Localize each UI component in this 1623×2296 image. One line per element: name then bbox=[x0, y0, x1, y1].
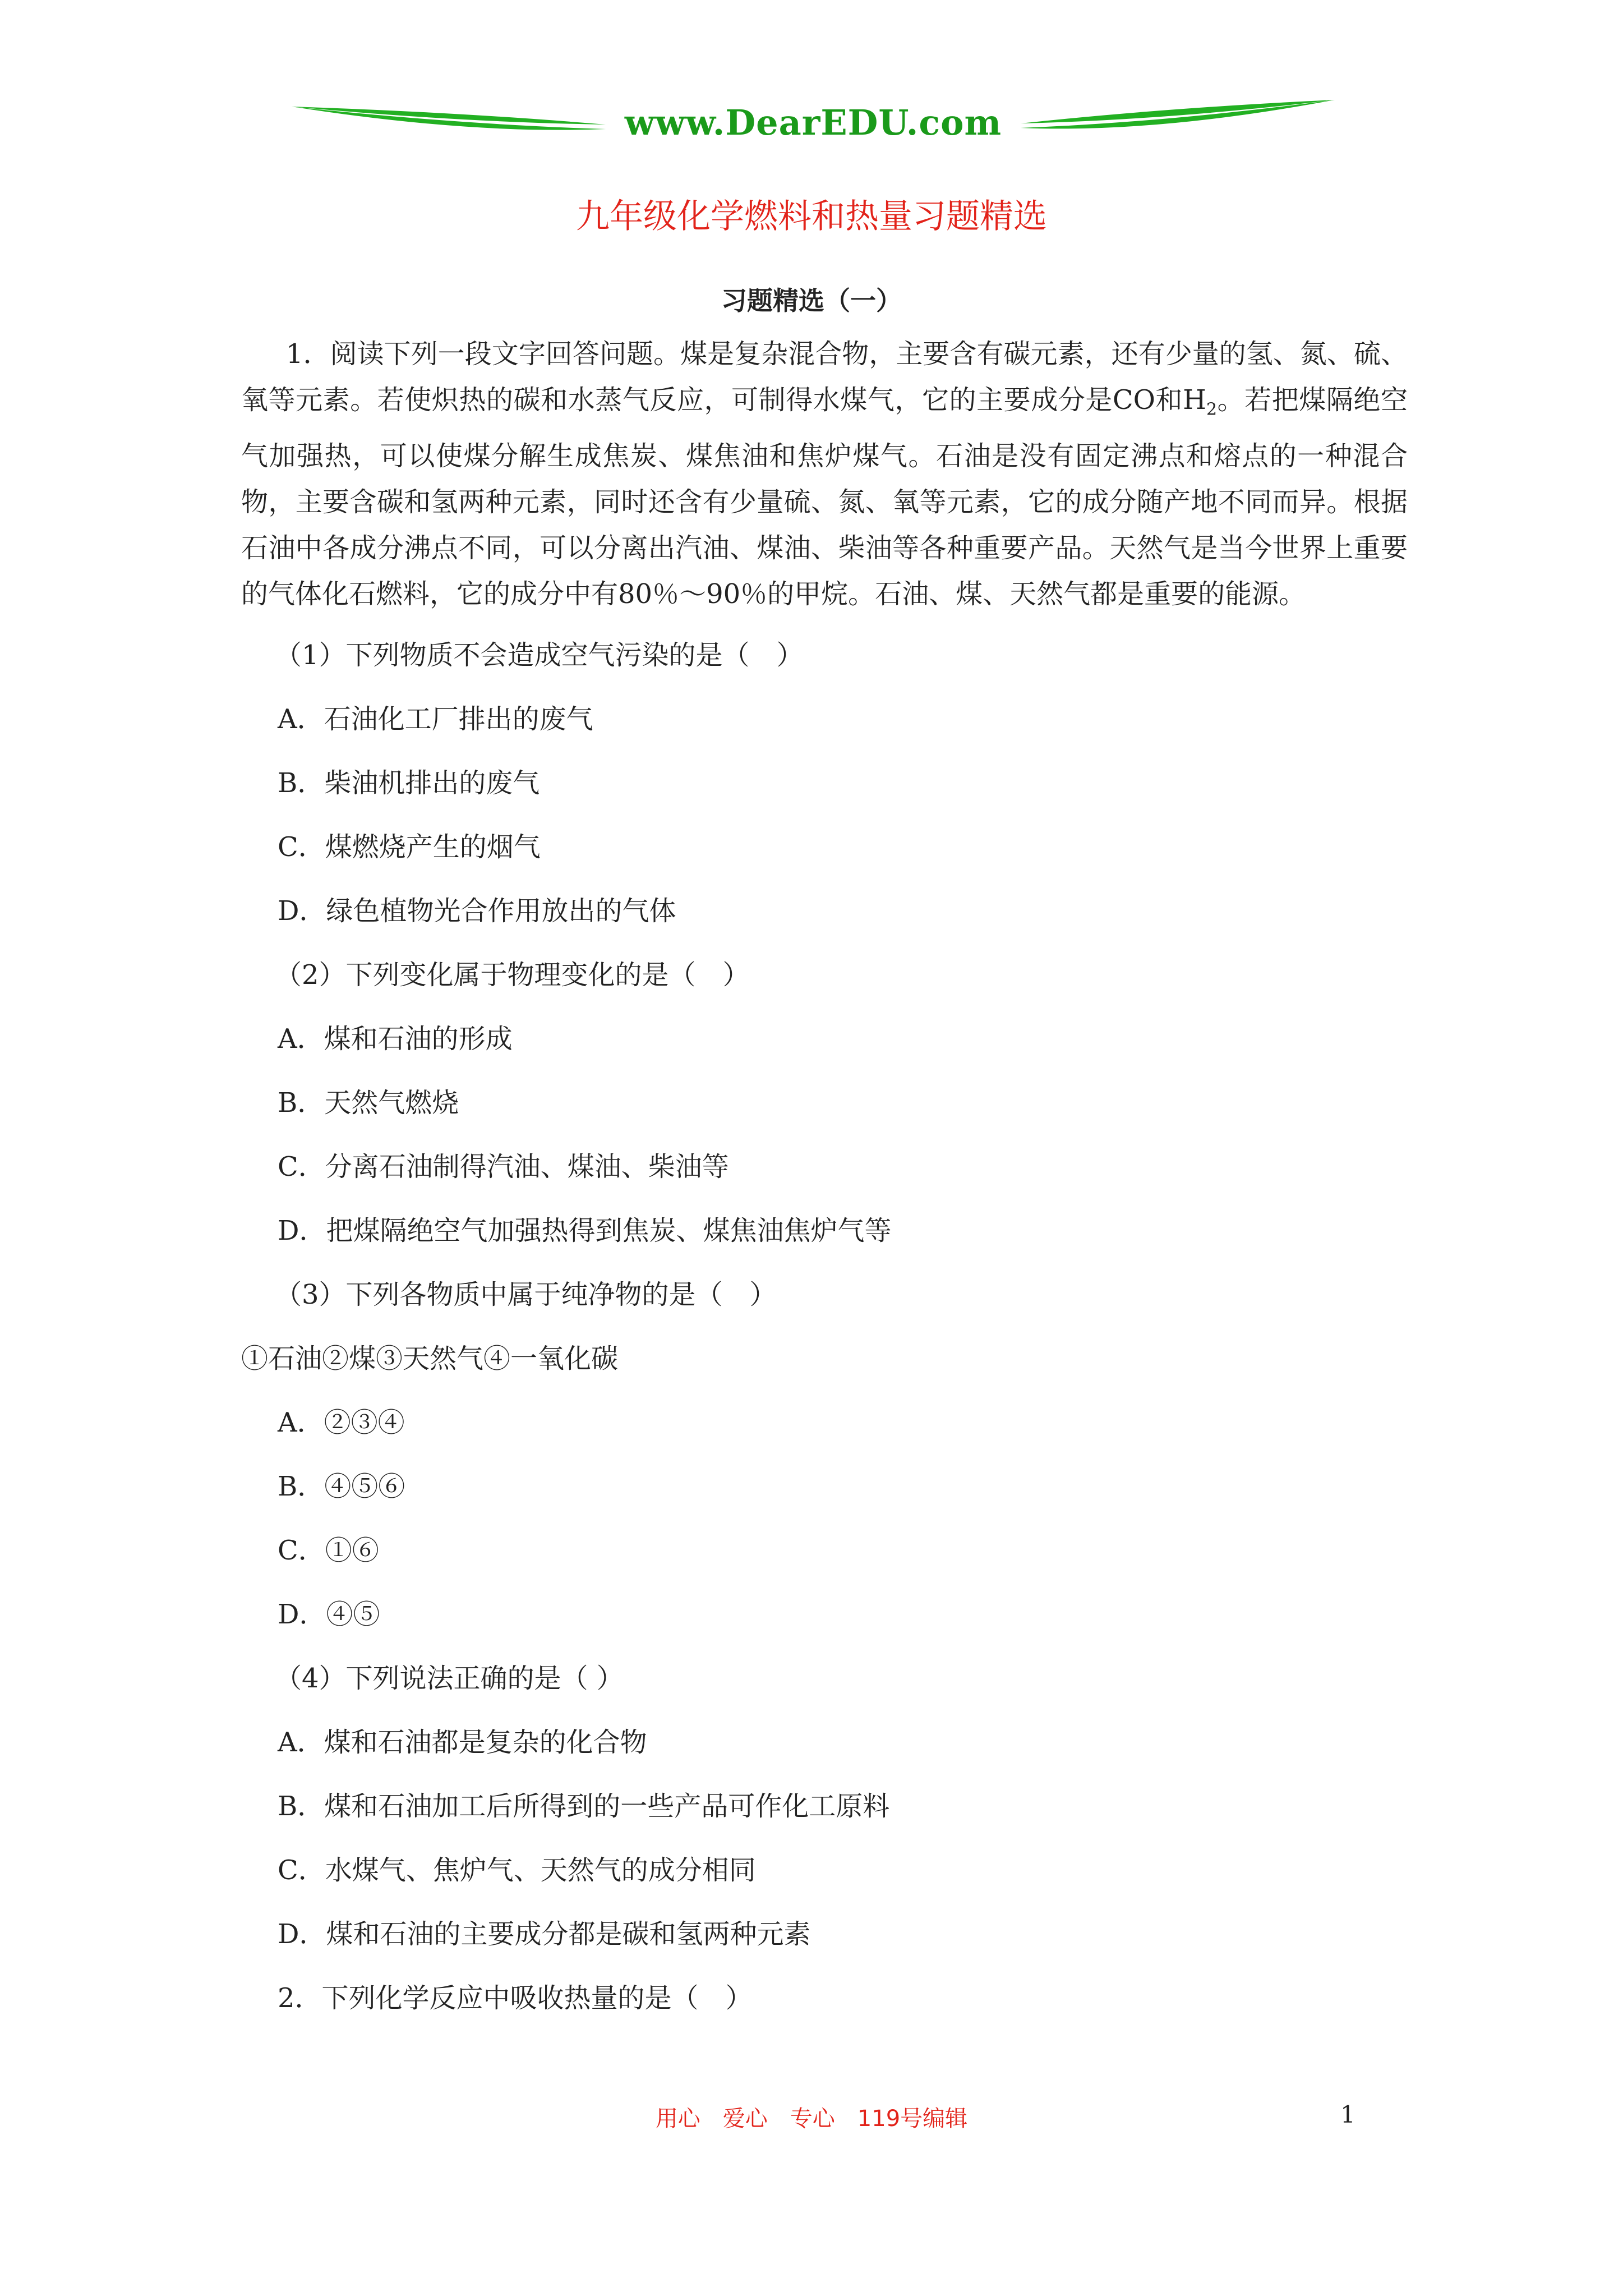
logo-text: www.DearEDU.com bbox=[624, 102, 1002, 143]
option-item: A．石油化工厂排出的废气 bbox=[278, 703, 593, 735]
question-stem: （2）下列变化属于物理变化的是（ ） bbox=[275, 959, 750, 991]
option-item: A．煤和石油都是复杂的化合物 bbox=[278, 1726, 647, 1758]
option-item: B．④⑤⑥ bbox=[278, 1470, 405, 1502]
option-item: B．煤和石油加工后所得到的一些产品可作化工原料 bbox=[278, 1790, 890, 1822]
section-title: 习题精选（一） bbox=[721, 286, 902, 316]
page-number: 1 bbox=[1340, 2101, 1355, 2128]
reading-passage: 1．阅读下列一段文字回答问题。煤是复杂混合物，主要含有碳元素，还有少量的氢、氮、硫、氧等元素。若使炽热的碳和水蒸气反应，可制得水煤气，它的主要成分是CO和$H_2$。若把煤隔绝空气加强热，可以使煤分解生成焦炭、煤焦油和焦炉煤气。石油是没有固定沸点和熔点的一种混合物，主要含碳和氢两种元素，同时还含有少量硫、氮、氧等元素，它的成分随产地不同而异。根据石油中各成分沸点不同，可以分离出汽油、煤油、柴油等各种重要产品。天然气是当今世界上重要的气体化石燃料，它的成分中有80％～90％的甲烷。石油、煤、天然气都是重要的能源。 bbox=[241, 338, 1408, 610]
option-item: C．①⑥ bbox=[278, 1534, 379, 1566]
question-stem: （4）下列说法正确的是（ ） bbox=[275, 1662, 624, 1694]
option-item: C．煤燃烧产生的烟气 bbox=[278, 831, 541, 863]
option-item: A．②③④ bbox=[278, 1406, 405, 1438]
option-item: B．天然气燃烧 bbox=[278, 1087, 459, 1119]
question-stem: （3）下列各物质中属于纯净物的是（ ） bbox=[275, 1278, 777, 1310]
option-item: D．④⑤ bbox=[278, 1598, 380, 1630]
option-item: B．柴油机排出的废气 bbox=[278, 767, 540, 799]
option-item: D．把煤隔绝空气加强热得到焦炭、煤焦油焦炉气等 bbox=[278, 1214, 892, 1246]
question-note: ①石油②煤③天然气④一氧化碳 bbox=[241, 1342, 619, 1374]
header-logo bbox=[292, 95, 1335, 157]
question-stem: （1）下列物质不会造成空气污染的是（ ） bbox=[275, 639, 804, 671]
option-item: D．绿色植物光合作用放出的气体 bbox=[278, 895, 676, 927]
document-title: 九年级化学燃料和热量习题精选 bbox=[576, 197, 1047, 236]
option-item: D．煤和石油的主要成分都是碳和氢两种元素 bbox=[278, 1918, 811, 1950]
footer-text: 用心 爱心 专心 119号编辑 bbox=[655, 2106, 968, 2132]
question-2-stem: 2．下列化学反应中吸收热量的是（ ） bbox=[278, 1982, 753, 2014]
option-item: C．分离石油制得汽油、煤油、柴油等 bbox=[278, 1151, 729, 1182]
option-item: A．煤和石油的形成 bbox=[278, 1023, 513, 1055]
document-body bbox=[241, 331, 1408, 2045]
option-item: C．水煤气、焦炉气、天然气的成分相同 bbox=[278, 1854, 756, 1886]
